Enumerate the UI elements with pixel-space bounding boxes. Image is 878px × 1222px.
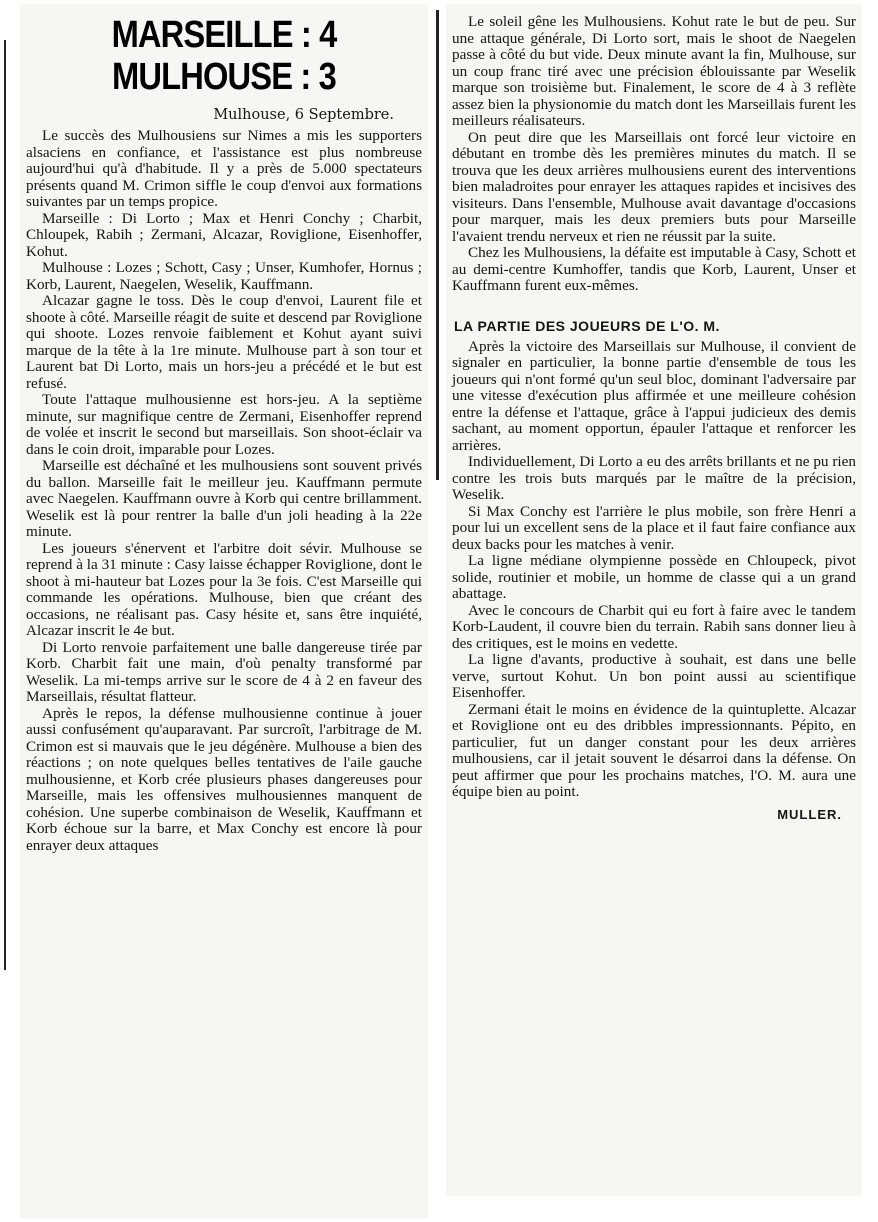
paragraph: Chez les Mulhousiens, la défaite est imputable à Casy, Schott et au demi-centre Kumhoffer, tandis que Korb, Laurent, Unser et Kauffmann furent eux-mêmes. [452,244,856,294]
paragraph: La ligne médiane olympienne possède en Chloupeck, pivot solide, routinier et mobile, un homme de classe qui a un grand abattage. [452,552,856,602]
paragraph: Le soleil gêne les Mulhousiens. Kohut rate le but de peu. Sur une attaque générale, Di Lorto sort, mais le shoot de Naegelen passe à côté du but vide. Deux minute avant la fin, Mulhouse, sur un coup franc tiré avec une précision éblouissante par Weselik marque son troisième but. Finalement, le score de 4 à 3 reflète assez bien la physionomie du match dont les Marseillais furent les meilleurs réalisateurs. [452,13,856,129]
paragraph: Marseille : Di Lorto ; Max et Henri Conchy ; Charbit, Chloupek, Rabih ; Zermani, Alcazar, Roviglione, Eisenhoffer, Kohut. [26,209,422,260]
paragraph: Si Max Conchy est l'arrière le plus mobile, son frère Henri a pour lui un excellent sens de la place et il faut faire confiance aux deux backs pour les matches à venir. [452,502,856,553]
headline [49,14,400,98]
column-divider [436,10,439,480]
paragraph: Marseille est déchaîné et les mulhousiens sont souvent privés du ballon. Marseille fait le meilleur jeu. Kauffmann permute avec Naegelen. Kauffmann ouvre à Korb qui centre brillamment. Weselik est là pour rentrer la balle d'un joli heading à la 22e minute. [26,457,422,540]
paragraph: Alcazar gagne le toss. Dès le coup d'envoi, Laurent file et shoote à côté. Marseille réagit de suite et descend par Roviglione qui shoote. Lozes renvoie faiblement et Kohut ayant suivi marque de la tête à la 1re minute. Mulhouse part à son tour et Laurent bat Di Lorto, mais un hors-jeu a précédé et le but est refusé. [26,292,422,392]
left-column [20,4,428,1218]
paragraph: Individuellement, Di Lorto a eu des arrêts brillants et ne pu rien contre les trois buts marqués par le maître de la précision, Weselik. [452,453,856,503]
paragraph: Après la victoire des Marseillais sur Mulhouse, il convient de signaler en particulier, la bonne partie d'ensemble de tous les joueurs qui n'ont formé qu'un seul bloc, dominant l'adversaire par une vitesse d'exécution plus affirmée et une meilleure cohésion entre la défense et l'attaque, grâce à l'appui judicieux des demis sachant, au moment opportun, épauler l'attaque et renforcer les arrières. [452,337,856,454]
left-border-rule [4,40,6,970]
author-signature: MULLER. [777,806,842,822]
paragraph: Toute l'attaque mulhousienne est hors-jeu. A la septième minute, sur magnifique centre de Zermani, Eisenhoffer reprend de volée et inscrit le second but marseillais. Son shoot-éclair va dans le coin droit, imparable pour Lozes. [26,391,422,458]
paragraph: Les joueurs s'énervent et l'arbitre doit sévir. Mulhouse se reprend à la 31 minute : Casy laisse échapper Roviglione, dont le shoot à mi-hauteur bat Lozes pour la 3e fois. C'est Marseille qui commande les opérations. Mulhouse, bien que créant des occasions, ne réalisant pas. Casy hésite et, sans être inquiété, Alcazar inscrit le 4e but. [26,539,422,639]
paragraph: Après le repos, la défense mulhousienne continue à jouer aussi confusément qu'auparavant. Par surcroît, l'arbitrage de M. Crimon est si mauvais que le jeu dégénère. Mulhouse a bien des réactions ; on note quelques belles tentatives de l'aile gauche mulhousienne, et Korb crée plusieurs phases dangereuses pour Marseille, mais les offensives mulhousiennes manquent de cohésion. Une superbe combinaison de Weselik, Kauffmann et Korb échoue sur la barre, et Max Conchy est encore là pour enrayer deux attaques [26,704,422,854]
section-heading: LA PARTIE DES JOUEURS DE L'O. M. [454,317,720,334]
left-article-body [20,128,428,854]
paragraph: Zermani était le moins en évidence de la quintuplette. Alcazar et Roviglione ont eu des dribbles impressionnants. Pépito, en particulier, fut un danger constant pour les deux arrières mulhousiens, car il jetait souvent le désarroi dans la défense. On peut affirmer que pour les prochains matches, l'O. M. aura une équipe bien au point. [452,700,856,800]
paragraph: Di Lorto renvoie parfaitement une balle dangereuse tirée par Korb. Charbit fait une main, d'où penalty transformé par Weselik. La mi-temps arrive sur le score de 4 à 2 en faveur des Marseillais, résultat flatteur. [26,638,422,705]
right-article-body-top [446,14,862,295]
right-article-body-bottom [446,339,862,801]
paragraph: On peut dire que les Marseillais ont forcé leur victoire en débutant en trombe dès les premières minutes du match. Il se trouva que les deux arrières mulhousiens eurent des interventions bien maladroites pour enrayer les attaques rapides et incisives des visiteurs. Dans l'ensemble, Mulhouse avait davantage d'occasions pour marquer, mais les deux premiers buts pour Marseille l'avaient trendu nerveux et rien ne réussit par la suite. [452,128,856,245]
paragraph: Avec le concours de Charbit qui eu fort à faire avec le tandem Korb-Laudent, il couvre bien du terrain. Rabih sans donner lieu à des critiques, est le moins en vedette. [452,601,856,652]
right-column [446,4,862,1196]
headline-line-2: MULHOUSE : 3 [112,56,336,98]
paragraph: Le succès des Mulhousiens sur Nimes a mis les supporters alsaciens en confiance, et l'assistance est plus nombreuse aujourd'hui qu'à d'habitude. Il y a près de 5.000 spectateurs présents quand M. Crimon siffle le coup d'envoi aux formations suivantes par un temps propice. [26,127,422,210]
headline-line-1: MARSEILLE : 4 [111,14,337,56]
paragraph: Mulhouse : Lozes ; Schott, Casy ; Unser, Kumhofer, Hornus ; Korb, Laurent, Naegelen, Weselik, Kauffmann. [26,259,422,293]
dateline: Mulhouse, 6 Septembre. [213,107,394,123]
paragraph: La ligne d'avants, productive à souhait, est dans une belle verve, surtout Kohut. Un bon point aussi au scientifique Eisenhoffer. [452,651,856,701]
